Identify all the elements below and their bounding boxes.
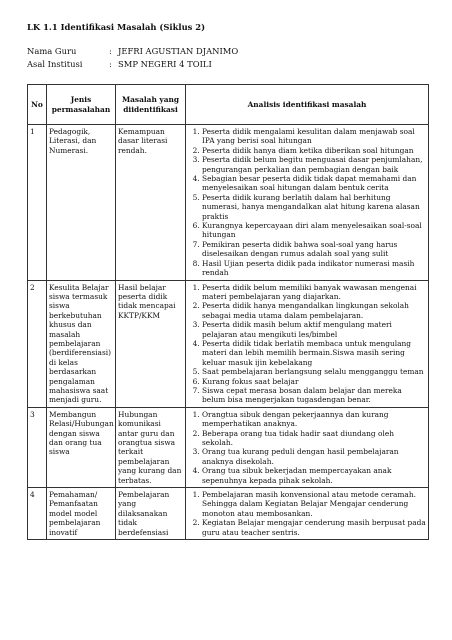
info-row-nama-guru — [27, 46, 407, 56]
list-item: 3. Peserta didik masih belum aktif mengulang materi pelajaran atau mengikuti les/bimbel — [202, 320, 426, 339]
list-item: 7. Siswa cepat merasa bosan dalam belajar dan mereka belum bisa mengerjakan tugasdengan benar. — [202, 386, 426, 405]
list-item: 1. Peserta didik belum memiliki banyak wawasan mengenai materi pembelajaran yang diajarkan. — [202, 283, 426, 302]
table-header-row — [28, 85, 429, 125]
cell-no: 4 — [28, 488, 47, 540]
info-value: SMP NEGERI 4 TOILI — [118, 59, 212, 69]
list-item: 2. Peserta didik hanya diam ketika diberikan soal hitungan — [202, 146, 426, 155]
cell-no: 3 — [28, 407, 47, 487]
cell-jenis: Pedagogik, Literasi, dan Numerasi. — [47, 125, 116, 281]
analysis-list — [188, 127, 426, 278]
header-jenis: Jenis permasalahan — [47, 85, 116, 125]
cell-masalah: Pembelajaran yang dilaksanakan tidak berdefensiasi — [116, 488, 186, 540]
table-row — [28, 407, 429, 487]
list-item: 1. Pembelajaran masih konvensional atau metode ceramah. Sehingga dalam Kegiatan Belajar Mengajar cenderung monoton atau membosankan. — [202, 490, 426, 518]
list-item: 6. Kurang fokus saat belajar — [202, 377, 426, 386]
list-item: 1. Peserta didik mengalami kesulitan dalam menjawab soal IPA yang berisi soal hitungan — [202, 127, 426, 146]
analysis-list — [188, 410, 426, 485]
info-separator: : — [109, 46, 112, 56]
table-row — [28, 280, 429, 407]
cell-masalah: Kemampuan dasar literasi rendah. — [116, 125, 186, 281]
cell-masalah: Hubungan komunikasi antar guru dan orangtua siswa terkait pembelajaran yang kurang dan terbatas. — [116, 407, 186, 487]
table-row — [28, 488, 429, 540]
list-item: 3. Orang tua kurang peduli dengan hasil pembelajaran anaknya disekolah. — [202, 447, 426, 466]
header-analisis: Analisis identifikasi masalah — [186, 85, 429, 125]
list-item: 6. Kurangnya kepercayaan diri alam menyelesaikan soal-soal hitungan — [202, 221, 426, 240]
cell-no: 1 — [28, 125, 47, 281]
list-item: 4. Sebagian besar peserta didik tidak dapat memahami dan menyelesaikan soal hitungan dalam bentuk cerita — [202, 174, 426, 193]
list-item: 8. Hasil Ujian peserta didik pada indikator numerasi masih rendah — [202, 259, 426, 278]
info-value: JEFRI AGUSTIAN DJANIMO — [118, 46, 239, 56]
info-label: Asal Institusi — [27, 59, 83, 69]
header-no: No — [28, 85, 47, 125]
analysis-list — [188, 283, 426, 405]
list-item: 7. Pemikiran peserta didik bahwa soal-soal yang harus diselesaikan dengan rumus adalah soal yang sulit — [202, 240, 426, 259]
info-separator: : — [109, 59, 112, 69]
analysis-list — [188, 490, 426, 537]
cell-jenis: Pemahaman/ Pemanfaatan model model pembelajaran inovatif — [47, 488, 116, 540]
identification-table — [27, 84, 429, 540]
document-title: LK 1.1 Identifikasi Masalah (Siklus 2) — [27, 22, 206, 32]
header-masalah: Masalah yang diidentifikasi — [116, 85, 186, 125]
cell-no: 2 — [28, 280, 47, 407]
cell-analisis — [186, 125, 429, 281]
list-item: 2. Peserta didik hanya mengandalkan lingkungan sekolah sebagai media utama dalam pembelajaran. — [202, 301, 426, 320]
info-row-asal-institusi — [27, 59, 407, 69]
cell-analisis — [186, 280, 429, 407]
cell-analisis — [186, 488, 429, 540]
list-item: 4. Peserta didik tidak berlatih membaca untuk mengulang materi dan lebih memilih bermain.Siswa masih sering keluar masuk ijin kebelakang — [202, 339, 426, 367]
list-item: 2. Beberapa orang tua tidak hadir saat diundang oleh sekolah. — [202, 429, 426, 448]
list-item: 4. Orang tua sibuk bekerjadan mempercayakan anak sepenuhnya kepada pihak sekolah. — [202, 466, 426, 485]
table-row — [28, 125, 429, 281]
list-item: 5. Peserta didik kurang berlatih dalam hal berhitung numerasi, hanya mengandalkan alat hitung karena alasan praktis — [202, 193, 426, 221]
cell-jenis: Membangun Relasi/Hubungan dengan siswa dan orang tua siswa — [47, 407, 116, 487]
list-item: 5. Saat pembelajaran berlangsung selalu mengganggu teman — [202, 367, 426, 376]
cell-jenis: Kesulita Belajar siswa termasuk siswa berkebutuhan khusus dan masalah pembelajaran (berdiferensiasi) di kelas berdasarkan pengalaman mahasiswa saat menjadi guru. — [47, 280, 116, 407]
list-item: 1. Orangtua sibuk dengan pekerjaannya dan kurang memperhatikan anaknya. — [202, 410, 426, 429]
list-item: 2. Kegiatan Belajar mengajar cenderung masih berpusat pada guru atau teacher sentris. — [202, 518, 426, 537]
cell-analisis — [186, 407, 429, 487]
cell-masalah: Hasil belajar peserta didik tidak mencapai KKTP/KKM — [116, 280, 186, 407]
info-label: Nama Guru — [27, 46, 77, 56]
list-item: 3. Peserta didik belum begitu menguasai dasar penjumlahan, pengurangan perkalian dan pembagian dengan baik — [202, 155, 426, 174]
